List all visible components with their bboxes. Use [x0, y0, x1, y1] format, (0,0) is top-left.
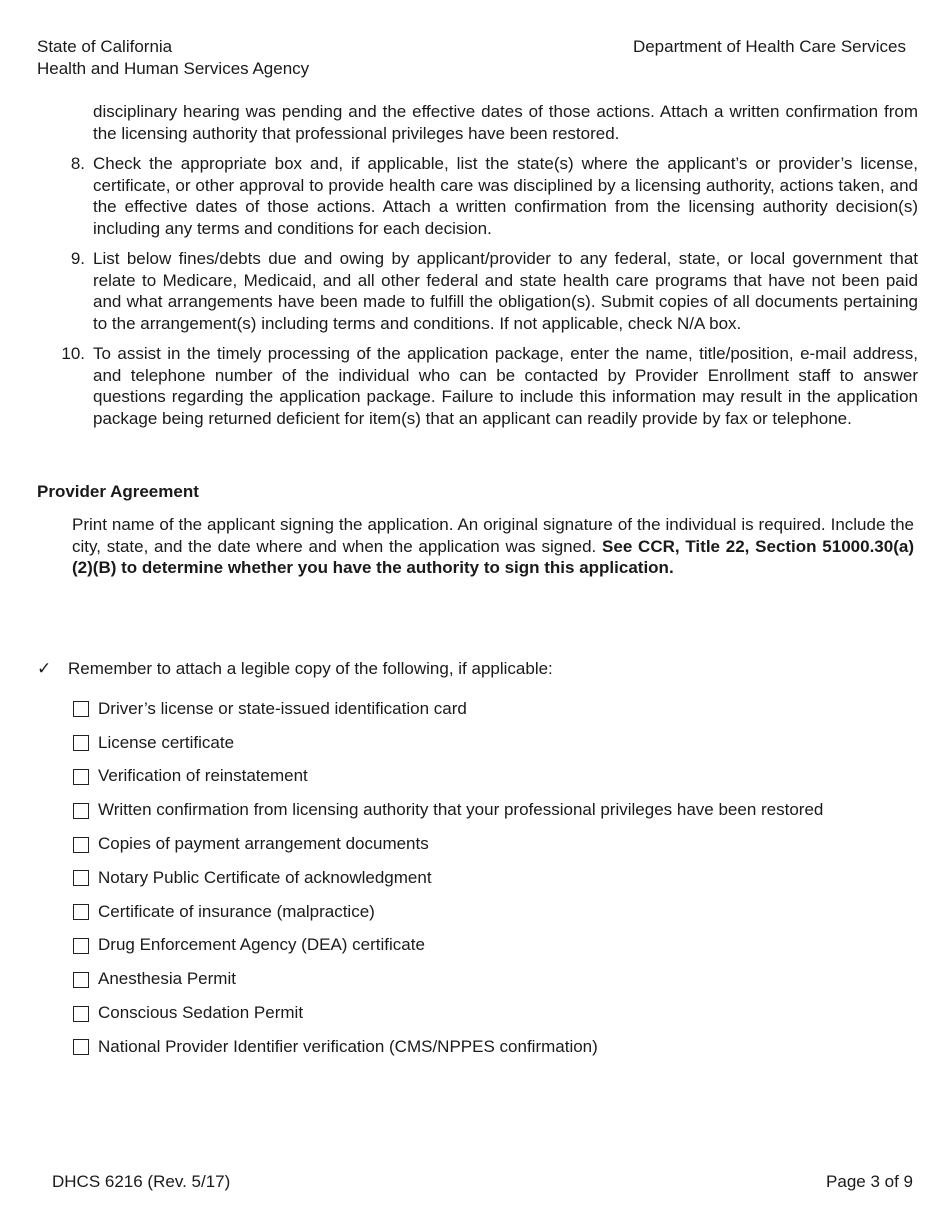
attachment-label: Driver’s license or state-issued identification card — [98, 698, 467, 718]
attachment-item — [73, 760, 823, 794]
continuation-paragraph: disciplinary hearing was pending and the effective dates of those actions. Attach a written confirmation from the licensing authority that professional privileges have been restored. — [93, 102, 918, 143]
attachment-checkbox[interactable] — [73, 837, 89, 853]
instruction-number: 9. — [70, 249, 85, 268]
instruction-item-10 — [37, 343, 918, 429]
attachment-item — [73, 996, 823, 1030]
attachment-label: National Provider Identifier verification (CMS/NPPES confirmation) — [98, 1036, 598, 1056]
instruction-text: Check the appropriate box and, if applicable, list the state(s) where the applicant’s or provider’s license, certificate, or other approval to provide health care was disciplined by a licensing authority, actions taken, and the effective dates of those actions. Attach a written confirmation from the licensing authority decision(s) including any terms and conditions for each decision. — [93, 154, 918, 238]
attachment-checklist — [73, 692, 823, 1064]
attachment-label: Anesthesia Permit — [98, 969, 236, 989]
attachment-checkbox[interactable] — [73, 1039, 89, 1055]
provider-agreement-text — [72, 514, 914, 579]
attachment-reminder — [37, 658, 553, 680]
attachment-checkbox[interactable] — [73, 938, 89, 954]
provider-agreement-heading: Provider Agreement — [37, 482, 199, 501]
instruction-number: 8. — [70, 154, 85, 173]
attachment-item — [73, 726, 823, 760]
attachment-checkbox[interactable] — [73, 701, 89, 717]
attachment-checkbox[interactable] — [73, 1006, 89, 1022]
check-mark-icon: ✓ — [37, 659, 52, 678]
attachment-item — [73, 861, 823, 895]
instruction-number: 10. — [61, 344, 85, 363]
form-identifier: DHCS 6216 (Rev. 5/17) — [52, 1172, 231, 1191]
instruction-list — [37, 153, 918, 438]
attachment-label: License certificate — [98, 732, 235, 752]
attachment-label: Copies of payment arrangement documents — [98, 834, 429, 854]
instruction-item-8 — [37, 153, 918, 239]
agreement-authority-note: See CCR, Title 22, Section 51000.30(a)(2)(B) to determine whether you have the authority to sign this application. — [72, 536, 914, 577]
attachment-item — [73, 962, 823, 996]
attachment-checkbox[interactable] — [73, 904, 89, 920]
attachment-item — [73, 692, 823, 726]
instruction-text: To assist in the timely processing of the application package, enter the name, title/position, e-mail address, and telephone number of the individual who can be contacted by Provider Enrollment staff to answer questions regarding the application package. Failure to include this information may result in the application package being returned deficient for item(s) that an applicant can readily provide by fax or telephone. — [93, 344, 918, 428]
reminder-text: Remember to attach a legible copy of the following, if applicable: — [68, 659, 553, 678]
page-number: Page 3 of 9 — [826, 1172, 913, 1191]
header-department: Department of Health Care Services — [632, 37, 906, 56]
instruction-text: List below fines/debts due and owing by applicant/provider to any federal, state, or local government that relate to Medicare, Medicaid, and all other federal and state health care programs that have not been paid and what arrangements have been made to fulfill the obligation(s). Submit copies of all documents pertaining to the arrangement(s) including terms and conditions. If not applicable, check N/A box. — [93, 249, 918, 333]
header-state: State of California — [37, 37, 173, 56]
attachment-item — [73, 793, 823, 827]
attachment-item — [73, 1030, 823, 1064]
attachment-checkbox[interactable] — [73, 972, 89, 988]
attachment-item — [73, 929, 823, 963]
header-agency — [37, 36, 309, 80]
attachment-checkbox[interactable] — [73, 803, 89, 819]
attachment-label: Certificate of insurance (malpractice) — [98, 901, 375, 921]
agreement-instructions: Print name of the applicant signing the application. An original signature of the individual is required. Include the city, state, and the date where and when the application was signed. — [72, 515, 914, 556]
attachment-checkbox[interactable] — [73, 870, 89, 886]
attachment-checkbox[interactable] — [73, 735, 89, 751]
attachment-label: Conscious Sedation Permit — [98, 1003, 304, 1023]
attachment-label: Notary Public Certificate of acknowledgment — [98, 867, 432, 887]
attachment-item — [73, 895, 823, 929]
attachment-label: Verification of reinstatement — [98, 766, 308, 786]
header-agency-name: Health and Human Services Agency — [37, 59, 310, 78]
attachment-label: Drug Enforcement Agency (DEA) certificate — [98, 935, 425, 955]
instruction-item-9 — [37, 248, 918, 334]
attachment-checkbox[interactable] — [73, 769, 89, 785]
attachment-item — [73, 827, 823, 861]
attachment-label: Written confirmation from licensing authority that your professional privileges have been restored — [98, 800, 824, 820]
